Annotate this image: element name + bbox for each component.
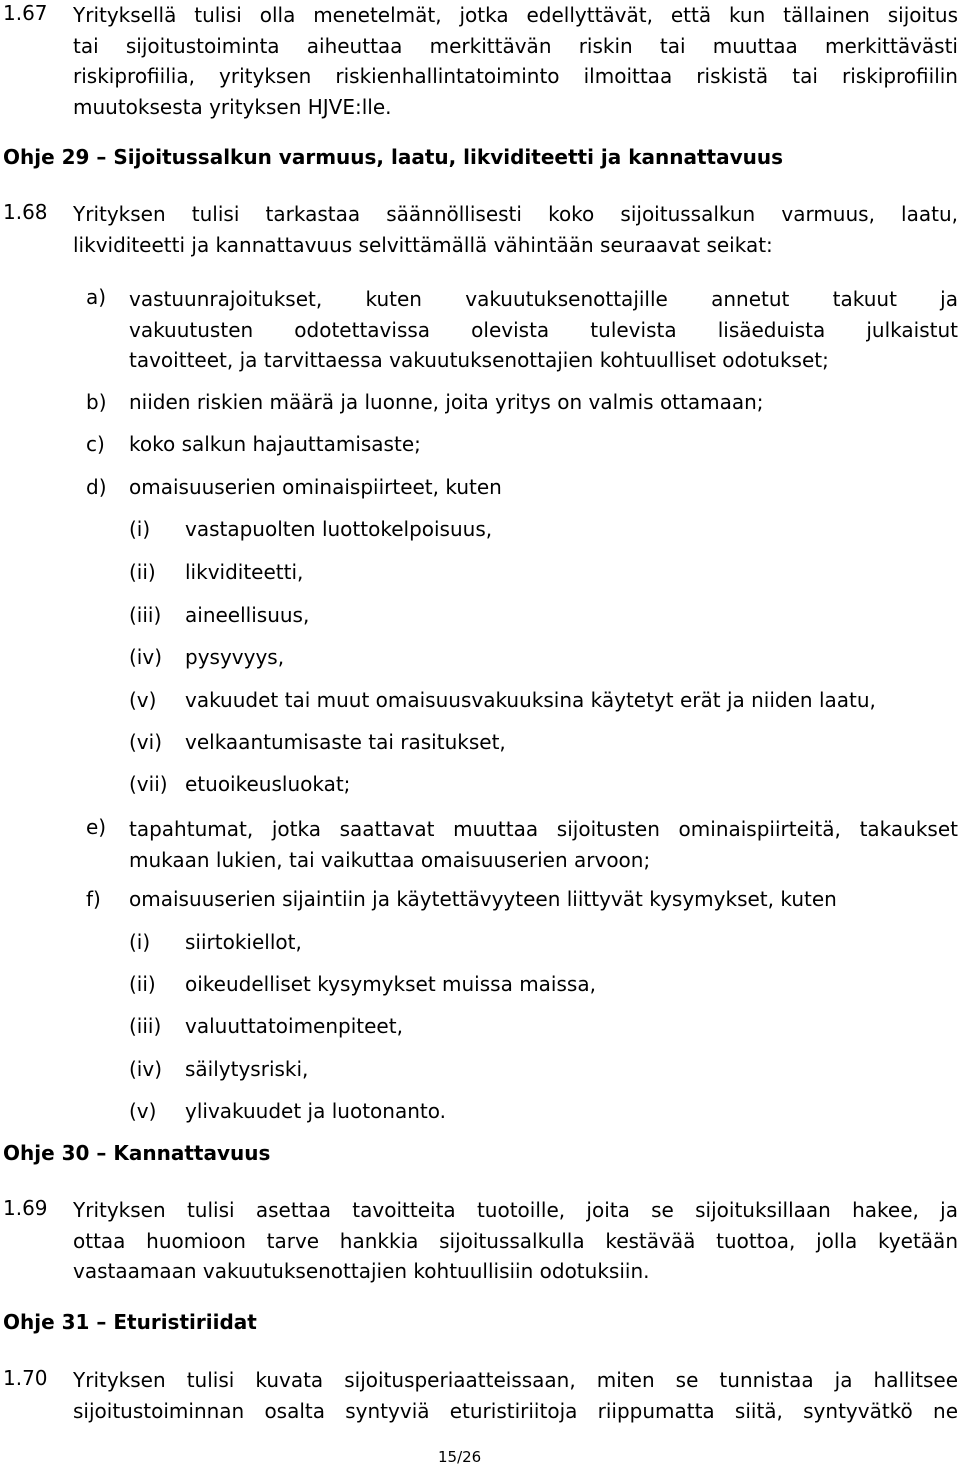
sub-item-d-ii: likviditeetti,	[185, 560, 304, 584]
paragraph-number-1-69: 1.69	[3, 1196, 48, 1220]
list-marker-b: b)	[86, 390, 107, 414]
text-line: vakuutusten odotettavissa olevista tulevista lisäeduista julkaistut	[129, 317, 958, 342]
sub-item-d-vii: etuoikeusluokat;	[185, 772, 351, 796]
list-marker-f: f)	[86, 887, 101, 911]
paragraph-1-68	[73, 199, 958, 260]
sub-marker-f-iii: (iii)	[129, 1014, 162, 1038]
text-line: tapahtumat, jotka saattavat muuttaa sijoitusten ominaispiirteitä, takaukset	[129, 817, 958, 841]
paragraph-number-1-68: 1.68	[3, 200, 48, 224]
list-item-a	[129, 284, 958, 376]
paragraph-1-69	[73, 1195, 958, 1287]
paragraph-1-70	[73, 1365, 958, 1426]
text-line: tavoitteet, ja tarvittaessa vakuutuksenottajien kohtuulliset odotukset;	[129, 348, 829, 372]
text-line: riskiprofiilia, yrityksen riskienhallintatoiminto ilmoittaa riskistä tai riskiprofiilin	[73, 64, 958, 88]
sub-item-d-iii: aineellisuus,	[185, 603, 310, 627]
list-marker-a: a)	[86, 285, 107, 309]
sub-item-f-v: ylivakuudet ja luotonanto.	[185, 1099, 446, 1123]
sub-marker-d-i: (i)	[129, 517, 151, 541]
text-line: mukaan lukien, tai vaikuttaa omaisuuserien arvoon;	[129, 847, 651, 872]
sub-item-f-iv: säilytysriski,	[185, 1057, 309, 1081]
list-marker-e: e)	[86, 815, 107, 839]
sub-marker-d-iv: (iv)	[129, 645, 162, 669]
sub-marker-d-v: (v)	[129, 688, 157, 712]
list-item-d: omaisuuserien ominaispiirteet, kuten	[129, 475, 502, 499]
sub-marker-d-ii: (ii)	[129, 560, 156, 584]
text-line: vastaamaan vakuutuksenottajien kohtuullisiin odotuksiin.	[73, 1259, 650, 1283]
sub-item-f-iii: valuuttatoimenpiteet,	[185, 1014, 403, 1038]
text-line: likviditeetti ja kannattavuus selvittämällä vähintään seuraavat seikat:	[73, 232, 773, 257]
section-heading-ohje-29: Ohje 29 – Sijoitussalkun varmuus, laatu, likviditeetti ja kannattavuus	[3, 145, 783, 169]
sub-marker-f-v: (v)	[129, 1099, 157, 1123]
sub-item-d-iv: pysyvyys,	[185, 645, 285, 669]
paragraph-1-67	[73, 0, 958, 122]
text-line: vastuunrajoitukset, kuten vakuutuksenottajille annetut takuut ja	[129, 287, 958, 311]
list-item-e	[129, 814, 958, 875]
text-line: sijoitustoiminnan osalta syntyviä eturistiriitoja riippumatta siitä, syntyvätkö ne	[73, 1398, 958, 1423]
text-line: ottaa huomioon tarve hankkia sijoitussalkulla kestävää tuottoa, jolla kyetään	[73, 1228, 958, 1253]
section-heading-ohje-30: Ohje 30 – Kannattavuus	[3, 1141, 271, 1165]
paragraph-number-1-70: 1.70	[3, 1366, 48, 1390]
sub-marker-d-vi: (vi)	[129, 730, 162, 754]
text-line: muutoksesta yrityksen HJVE:lle.	[73, 94, 392, 119]
text-line: Yrityksellä tulisi olla menetelmät, jotka edellyttävät, että kun tällainen sijoitus	[73, 3, 958, 27]
sub-marker-f-iv: (iv)	[129, 1057, 162, 1081]
page-number: 15/26	[438, 1448, 482, 1466]
sub-marker-d-iii: (iii)	[129, 603, 162, 627]
section-heading-ohje-31: Ohje 31 – Eturistiriidat	[3, 1310, 257, 1334]
sub-item-d-v: vakuudet tai muut omaisuusvakuuksina käytetyt erät ja niiden laatu,	[185, 688, 876, 712]
sub-item-d-vi: velkaantumisaste tai rasitukset,	[185, 730, 506, 754]
list-item-b: niiden riskien määrä ja luonne, joita yritys on valmis ottamaan;	[129, 390, 764, 414]
paragraph-number-1-67: 1.67	[3, 1, 48, 25]
text-line: Yrityksen tulisi tarkastaa säännöllisesti koko sijoitussalkun varmuus, laatu,	[73, 202, 958, 226]
text-line: Yrityksen tulisi kuvata sijoitusperiaatteissaan, miten se tunnistaa ja hallitsee	[73, 1368, 958, 1392]
sub-item-f-i: siirtokiellot,	[185, 930, 302, 954]
list-marker-c: c)	[86, 432, 105, 456]
text-line: Yrityksen tulisi asettaa tavoitteita tuotoille, joita se sijoituksillaan hakee, ja	[73, 1198, 958, 1222]
list-marker-d: d)	[86, 475, 107, 499]
list-item-f: omaisuuserien sijaintiin ja käytettävyyteen liittyvät kysymykset, kuten	[129, 887, 837, 911]
sub-marker-d-vii: (vii)	[129, 772, 168, 796]
sub-item-f-ii: oikeudelliset kysymykset muissa maissa,	[185, 972, 596, 996]
sub-item-d-i: vastapuolten luottokelpoisuus,	[185, 517, 493, 541]
list-item-c: koko salkun hajauttamisaste;	[129, 432, 421, 456]
sub-marker-f-i: (i)	[129, 930, 151, 954]
sub-marker-f-ii: (ii)	[129, 972, 156, 996]
text-line: tai sijoitustoiminta aiheuttaa merkittävän riskin tai muuttaa merkittävästi	[73, 33, 958, 58]
